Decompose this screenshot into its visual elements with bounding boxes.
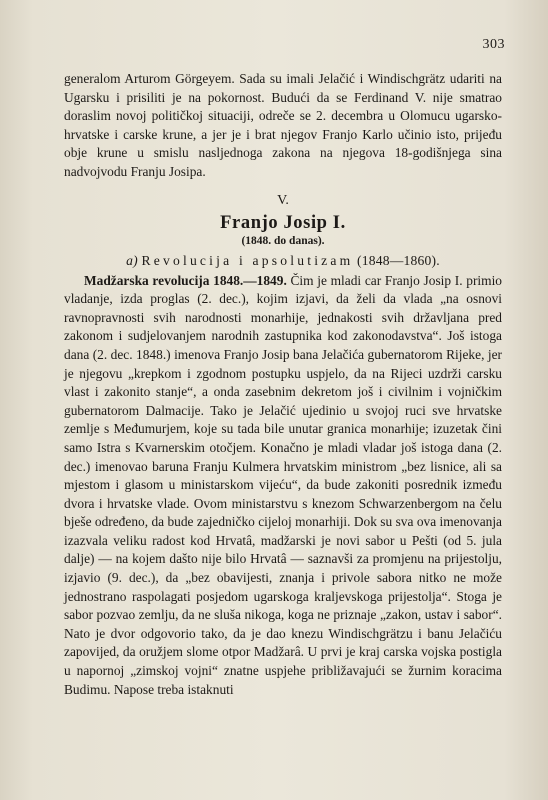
body-paragraph — [64, 272, 502, 700]
chapter-dates: (1848. do danas). — [241, 234, 325, 247]
chapter-title: Franjo Josip I. — [220, 212, 346, 233]
subsection-title: Revolucija i apsolutizam — [141, 252, 354, 268]
subsection-heading — [64, 251, 502, 270]
section-heading: Madžarska revolucija 1848.—1849. — [84, 272, 287, 288]
roman-numeral: V. — [277, 192, 289, 208]
intro-paragraph: generalom Arturom Görgeyem. Sada su imali Jelačić i Windischgrätz udariti na Ugarsku i prisiliti je na pokornost. Budući da se Ferdinand V. nije smatrao doraslim novoj političkoj situaciji, odreče se 2. decembra u Olomucu ugarsko-hrvatske i carske krune, a jer je i brat njegov Franjo Karlo učinio isto, prijeđu obje krune u smislu nasljednoga zakona na njegova 18-godišnjega sina nadvojvodu Franju Josipa. — [64, 71, 502, 179]
page-number: 303 — [482, 37, 505, 52]
body-text: Čim je mladi car Franjo Josip I. primio vladanje, izda proglas (2. dec.), kojim izjavi, da želi da vlada „na osnovi ravnopravnosti svih narodnosti monarhije, jednakosti svih državljana pred zakonom i sudjelovanjem narodnih zastupnika kod zakonodavstva“. Još istoga dana (2. dec. 1848.) imenova Franjo Josip bana Jelačića gubernatorom Rijeke, jer je njegovu „krepkom i zgodnom postupku uspjelo, da na Rijeci uzdrži carsku vlast i zakonito stanje“, a onda zasebnim dekretom još i civilnim i vojničkim gubernatorom Dalmacije. Tako je Jelačić ujedinio u svojoj ruci sve hrvatske zemlje s Međumurjem, koje su tada bile unutar granica monarhije; izuzetak čini samo Istra s Kvarnerskim otočjem. Konačno je mladi vladar još istoga dana (2. dec.) imenovao baruna Franju Kulmera hrvatskim ministrom „bez lisnice, ali sa mjestom i glasom u ministarskom vijeću“, da bude zakoniti posrednik između dvora i hrvatske vlade. Ovom ministarstvu s knezom Schwarzenbergom na čelu bješe određeno, da bude zajedničko cijeloj monarhiji. Dok su sva ova imenovanja izazvala veliku radost kod Hrvatâ, madžarski je novi sabor u Pešti (od 5. jula dalje) — na kojem dašto nije bilo Hrvatâ — saznavši za promjenu na prijestolju, izjavio (9. dec.), da „bez obavijesti, znanja i privole sabora nitko ne može jednostrano raspolagati posjedom ugarskoga kraljevskoga prijestolja“. Stoga je sabor pozvao zemlju, da ne sluša nikoga, koga ne priznaje „zakon, ustav i sabor“. Nato je dvor odgovorio tako, da je dao knezu Windischgrätzu i banu Jelačiću zapovijed, da oružjem slome otpor Madžarâ. U prvi je kraj carska vojska postigla u napornoj „zimskoj vojni“ znatne uspjehe približavajući se žurnim koracima Budimu. Napose treba istaknuti — [64, 272, 502, 697]
text-block — [64, 70, 502, 699]
subsection-years: (1848—1860). — [357, 252, 440, 268]
subsection-marker: a) — [126, 252, 138, 268]
